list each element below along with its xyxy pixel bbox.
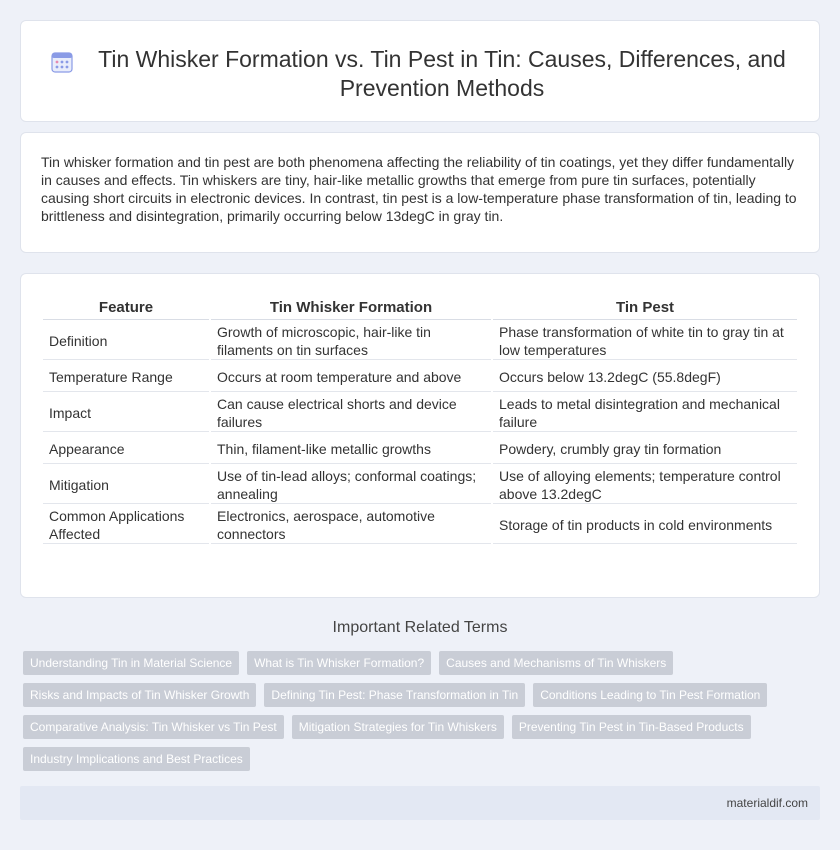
row-feature-cell: Common Applications Affected	[43, 506, 209, 544]
row-pest-cell: Powdery, crumbly gray tin formation	[493, 434, 797, 464]
table-row	[43, 362, 797, 392]
related-term-link[interactable]: Comparative Analysis: Tin Whisker vs Tin Pest	[23, 715, 284, 739]
row-whisker-cell: Use of tin-lead alloys; conformal coatings; annealing	[211, 466, 491, 504]
table-row	[43, 322, 797, 360]
related-term-link[interactable]: Preventing Tin Pest in Tin-Based Products	[512, 715, 751, 739]
row-whisker-cell: Can cause electrical shorts and device failures	[211, 394, 491, 432]
related-terms-list	[23, 651, 803, 779]
intro-card	[20, 132, 820, 253]
column-header-tin-whisker: Tin Whisker Formation	[211, 296, 491, 320]
table-row	[43, 434, 797, 464]
related-term-link[interactable]: Risks and Impacts of Tin Whisker Growth	[23, 683, 256, 707]
document-grid-icon	[51, 51, 73, 73]
column-header-tin-pest: Tin Pest	[493, 296, 797, 320]
related-term-link[interactable]: Conditions Leading to Tin Pest Formation	[533, 683, 767, 707]
related-terms-title: Important Related Terms	[332, 619, 508, 636]
row-feature-cell: Definition	[43, 322, 209, 360]
comparison-table	[41, 294, 799, 546]
page-title: Tin Whisker Formation vs. Tin Pest in Tin: Causes, Differences, and Prevention Methods	[98, 46, 786, 101]
row-pest-cell: Occurs below 13.2degC (55.8degF)	[493, 362, 797, 392]
table-row	[43, 394, 797, 432]
table-row	[43, 506, 797, 544]
row-feature-cell: Appearance	[43, 434, 209, 464]
table-header-row	[43, 296, 797, 320]
header-card	[20, 20, 820, 122]
row-pest-cell: Use of alloying elements; temperature control above 13.2degC	[493, 466, 797, 504]
related-term-link[interactable]: Defining Tin Pest: Phase Transformation in Tin	[264, 683, 525, 707]
footer	[20, 786, 820, 820]
column-header-feature: Feature	[43, 296, 209, 320]
site-name[interactable]: materialdif.com	[726, 796, 808, 810]
related-term-link[interactable]: Understanding Tin in Material Science	[23, 651, 239, 675]
row-whisker-cell: Growth of microscopic, hair-like tin filaments on tin surfaces	[211, 322, 491, 360]
row-whisker-cell: Thin, filament-like metallic growths	[211, 434, 491, 464]
comparison-card	[20, 273, 820, 598]
related-term-link[interactable]: Industry Implications and Best Practices	[23, 747, 250, 771]
related-term-link[interactable]: Mitigation Strategies for Tin Whiskers	[292, 715, 504, 739]
row-pest-cell: Storage of tin products in cold environments	[493, 506, 797, 544]
row-feature-cell: Impact	[43, 394, 209, 432]
row-whisker-cell: Electronics, aerospace, automotive connectors	[211, 506, 491, 544]
row-pest-cell: Leads to metal disintegration and mechanical failure	[493, 394, 797, 432]
related-term-link[interactable]: Causes and Mechanisms of Tin Whiskers	[439, 651, 673, 675]
row-feature-cell: Mitigation	[43, 466, 209, 504]
row-whisker-cell: Occurs at room temperature and above	[211, 362, 491, 392]
intro-paragraph: Tin whisker formation and tin pest are both phenomena affecting the reliability of tin coatings, yet they differ fundamentally in causes and effects. Tin whiskers are tiny, hair-like metallic growths that emerge from pure tin surfaces, potentially causing short circuits in electronic devices. In contrast, tin pest is a low-temperature phase transformation of tin, leading to brittleness and disintegration, primarily occurring below 13degC in gray tin.	[41, 154, 797, 224]
row-pest-cell: Phase transformation of white tin to gray tin at low temperatures	[493, 322, 797, 360]
related-term-link[interactable]: What is Tin Whisker Formation?	[247, 651, 431, 675]
table-row	[43, 466, 797, 504]
row-feature-cell: Temperature Range	[43, 362, 209, 392]
